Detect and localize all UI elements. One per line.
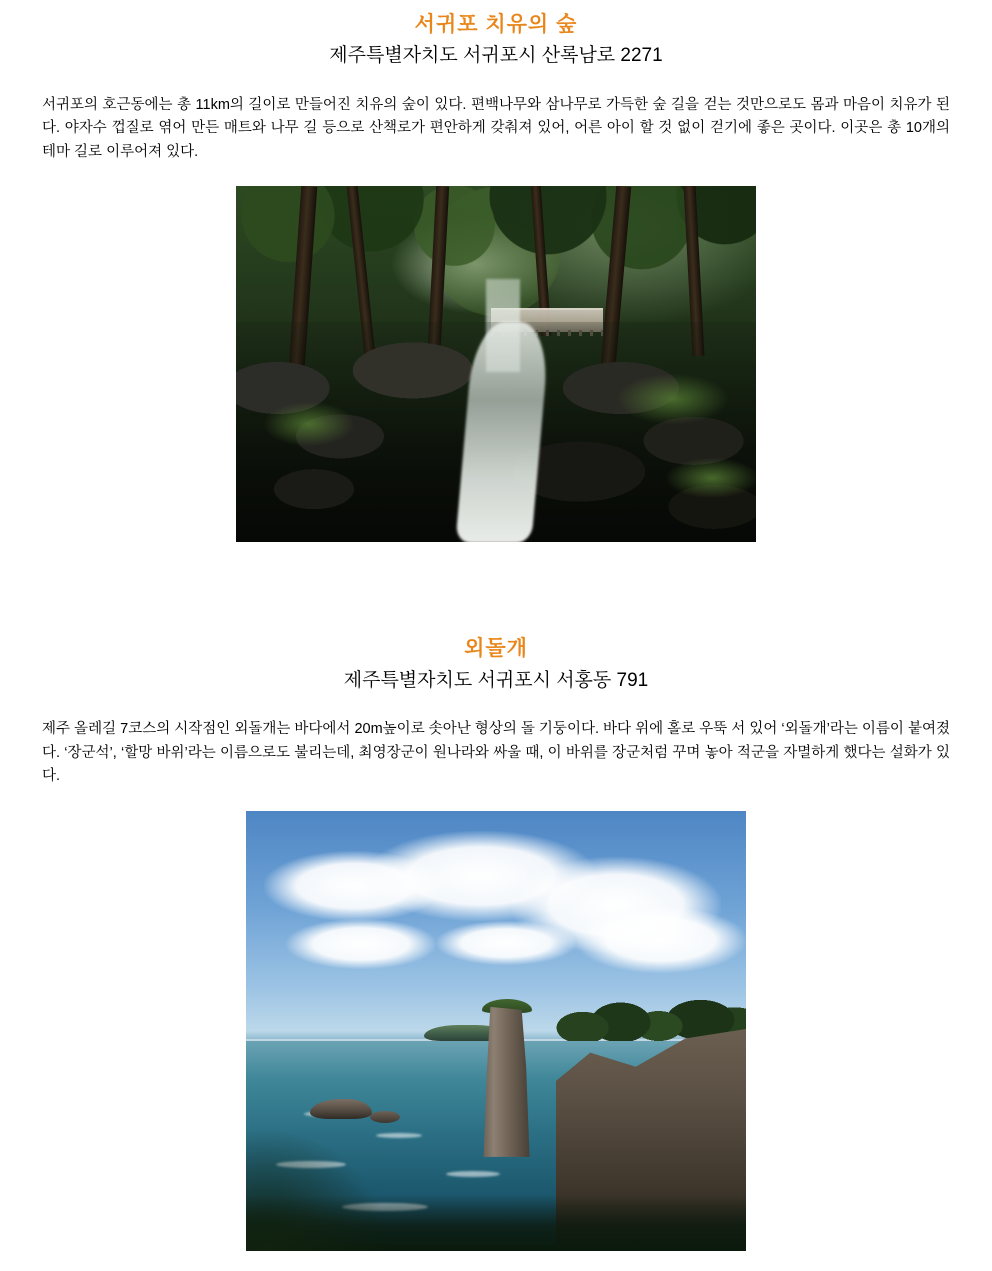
photo-container-forest bbox=[0, 186, 992, 542]
section-oedolgae bbox=[0, 634, 992, 1250]
moss-patch bbox=[264, 402, 354, 446]
moss-patch bbox=[666, 458, 756, 498]
cloud bbox=[436, 921, 576, 965]
photo-oedolgae bbox=[246, 811, 746, 1251]
foreground-foliage bbox=[246, 1131, 386, 1251]
cloud bbox=[576, 907, 746, 973]
wave bbox=[446, 1171, 500, 1177]
section-healing-forest bbox=[0, 10, 992, 542]
page-title: 서귀포 치유의 숲 bbox=[414, 13, 578, 36]
page-title: 외돌개 bbox=[464, 637, 528, 661]
body-paragraph: 서귀포의 호근동에는 총 11km의 길이로 만들어진 치유의 숲이 있다. 편백나무와 삼나무로 가득한 숲 길을 걷는 것만으로도 몸과 마음이 치유가 된다. 야자수 껍질로 엮어 만든 매트와 나무 길 등으로 산책로가 편안하게 갖춰져 있어, 어른 아이 할 것 없이 걷기에 좋은 곳이다. 이곳은 총 10개의 테마 길로 이루어져 있다. bbox=[42, 96, 950, 160]
address-line: 제주특별자치도 서귀포시 산록남로 2271 bbox=[329, 45, 663, 67]
photo-container-oedolgae bbox=[0, 811, 992, 1251]
moss-patch bbox=[618, 374, 728, 424]
small-rock bbox=[370, 1111, 400, 1123]
address-line: 제주특별자치도 서귀포시 서홍동 791 bbox=[343, 669, 649, 691]
section-divider-space bbox=[0, 542, 992, 634]
photo-healing-forest bbox=[236, 186, 756, 542]
cloud bbox=[286, 919, 436, 969]
body-paragraph: 제주 올레길 7코스의 시작점인 외돌개는 바다에서 20m높이로 솟아난 형상의 돌 기둥이다. 바다 위에 홀로 우뚝 서 있어 ‘외돌개’라는 이름이 붙여졌다. ‘장군석’, ‘할망 바위’라는 이름으로도 불리는데, 최영장군이 원나라와 싸울 때, 이 바위를 장군처럼 꾸며 놓아 적군을 자멸하게 했다는 설화가 있다. bbox=[42, 721, 950, 785]
small-rock bbox=[310, 1099, 372, 1119]
